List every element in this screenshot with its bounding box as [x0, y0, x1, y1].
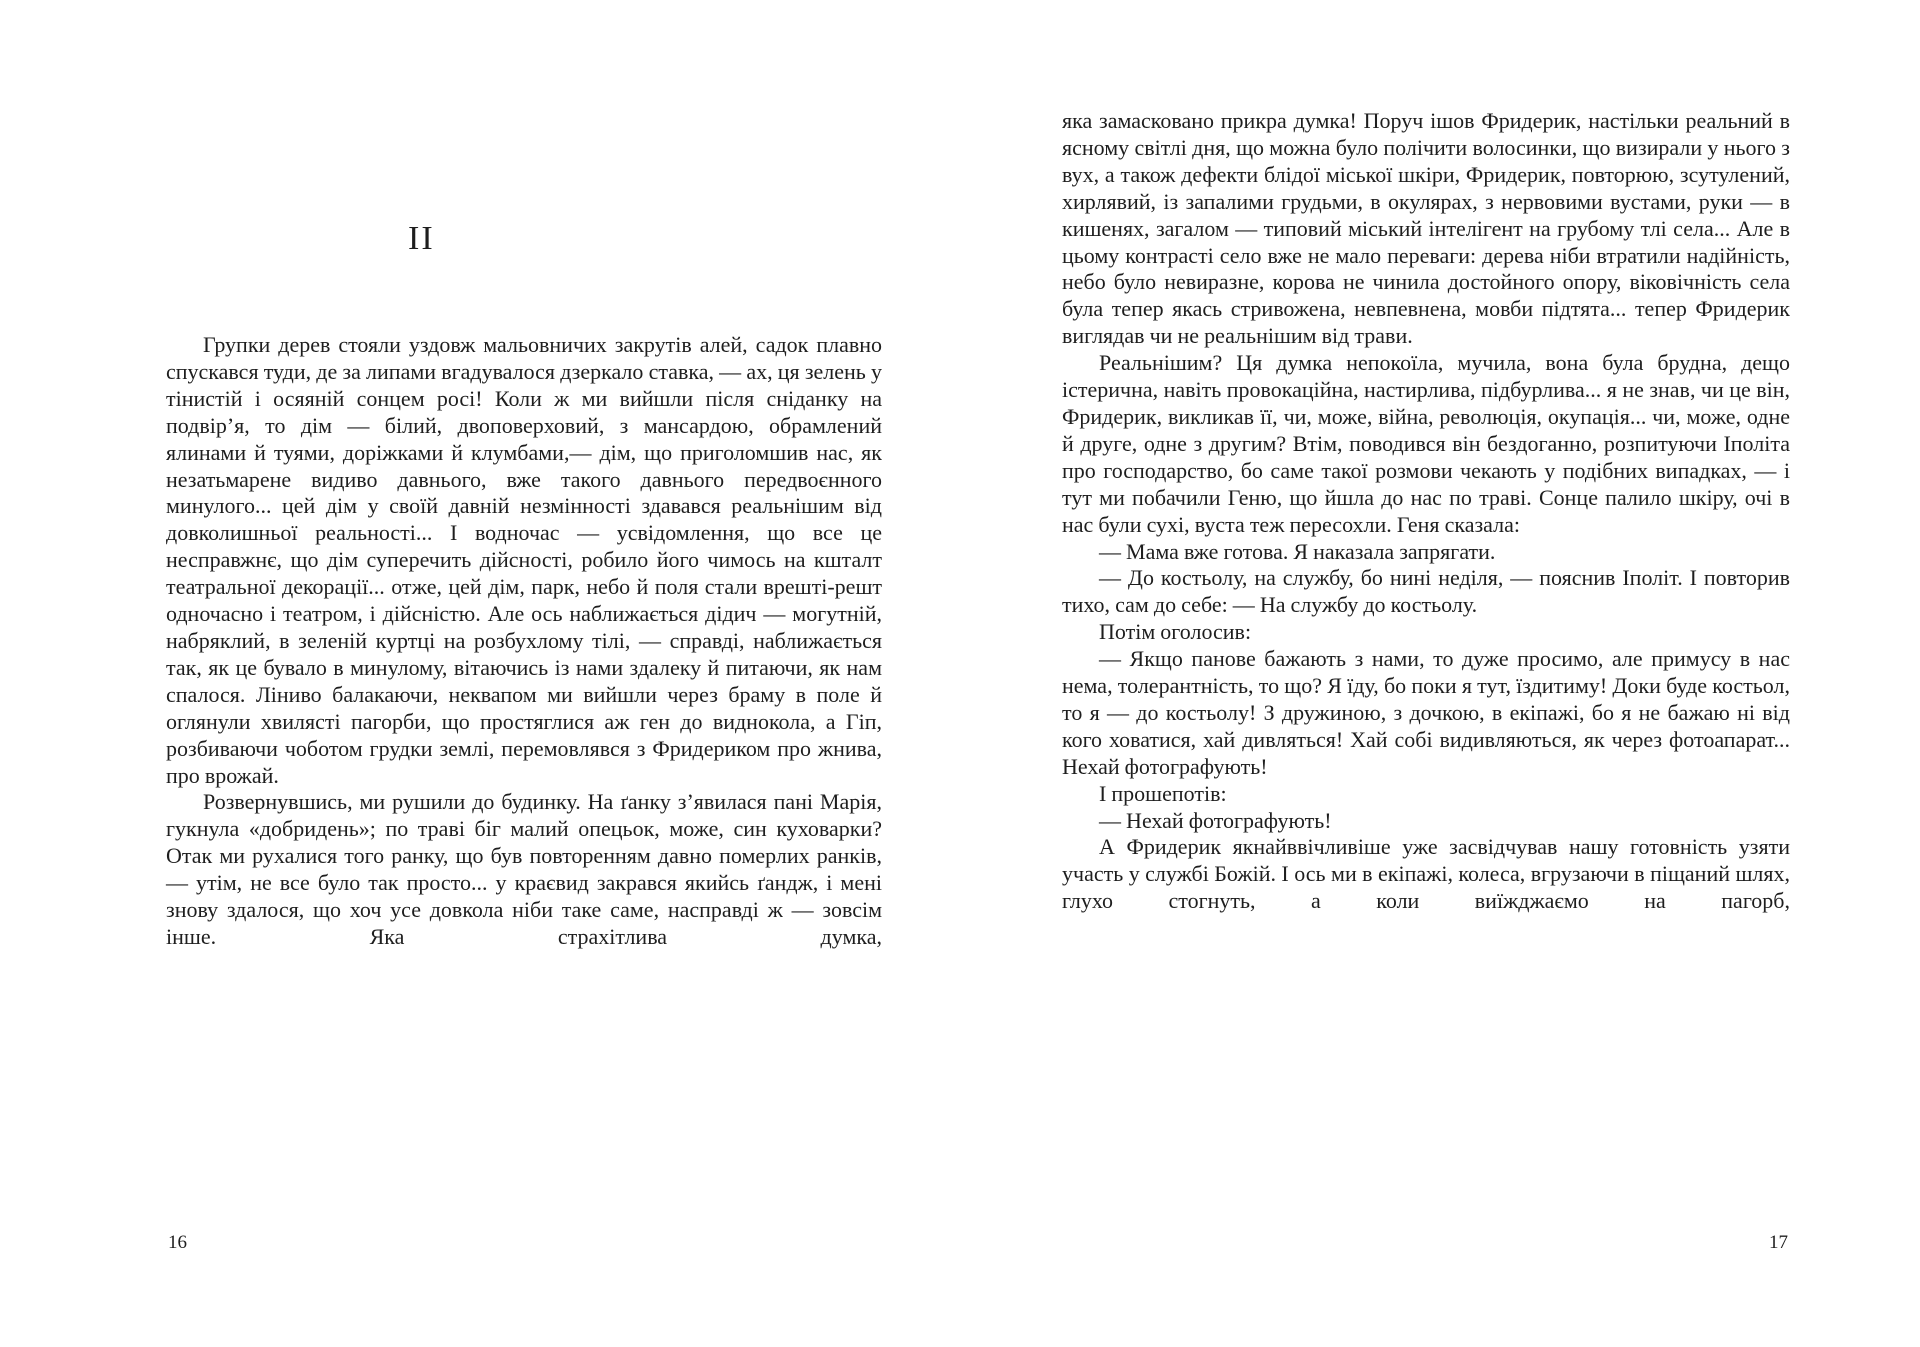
- page-number-right: 17: [1769, 1232, 1788, 1253]
- paragraph: Потім оголосив:: [1099, 619, 1252, 645]
- paragraph: — Якщо панове бажають з нами, то дуже просимо, але примусу в нас нема, толерантність, то що? Я їду, бо поки я тут, їздитиму! Доки буде костьол, то я — до костьолу! З дружиною, з дочкою, в екіпажі, бо я не бажаю ні від кого ховатися, хай дивляться! Хай собі видивляються, як через фотоапарат... Нехай фотографують!: [1062, 646, 1790, 779]
- page-right: [1062, 0, 1790, 1347]
- paragraph: Розвернувшись, ми рушили до будинку. На ґанку з’явилася пані Марія, гукнула «добридень»; по траві біг малий опецьок, може, син куховарки? Отак ми рухалися того ранку, що був повторенням давно померлих ранків, — утім, не все було так просто... у краєвид закрався якийсь ґандж, і мені знову здалося, що хоч усе довкола ніби таке саме, насправді ж — зовсім інше. Яка страхітлива думка,: [166, 789, 882, 949]
- page-number-left: 16: [168, 1232, 187, 1253]
- page-left: [166, 0, 882, 1347]
- paragraph: яка замасковано прикра думка! Поруч ішов Фридерик, настільки реальний в ясному світлі дня, що можна було полічити волосинки, що визирали у нього з вух, а також дефекти блідої міської шкіри, Фридерик, повторюю, зсутулений, хирлявий, із запалими грудьми, в окулярах, з нервовими вустами, руки — в кишенях, загалом — типовий міський інтелігент на грубому тлі села... Але в цьому контрасті село вже не мало переваги: дерева ніби втратили надійність, небо було невиразне, корова не чинила достойного опору, віковічність села була тепер якась стривожена, невпевнена, мовби підтята... тепер Фридерик виглядав чи не реальнішим від трави.: [1062, 108, 1790, 349]
- paragraph: А Фридерик якнайввічливіше уже засвідчував нашу готовність узяти участь у службі Божій. І ось ми в екіпажі, колеса, вгрузаючи в піщаний шлях, глухо стогнуть, а коли виїжджаємо на пагорб,: [1062, 834, 1790, 914]
- paragraph: — До костьолу, на службу, бо нині неділя, — пояснив Іполіт. І повторив тихо, сам до себе: — На службу до костьолу.: [1062, 565, 1790, 618]
- left-text-block: [166, 332, 882, 951]
- paragraph: Реальнішим? Ця думка непокоїла, мучила, вона була брудна, дещо істерична, навіть провокаційна, настирлива, підбурлива... я не знав, чи це він, Фридерик, викликав її, чи, може, війна, революція, окупація... чи, може, одне й друге, одне з другим? Втім, поводився він бездоганно, розпитуючи Іполіта про господарство, бо саме такої розмови чекають у подібних випадках, — і тут ми побачили Геню, що йшла до нас по траві. Сонце палило шкіру, очі в нас були сухі, вуста теж пересохли. Геня сказала:: [1062, 350, 1790, 537]
- right-text-block: [1062, 108, 1790, 915]
- paragraph: Групки дерев стояли уздовж мальовничих закрутів алей, садок плавно спускався туди, де за липами вгадувалося дзеркало ставка, — ах, ця зелень у тінистій і осяяній сонцем росі! Коли ж ми вийшли після сніданку на подвір’я, то дім — білий, двоповерховий, з мансардою, обрамлений ялинами й туями, доріжками й клумбами,— дім, що приголомшив нас, як незатьмарене видиво давнього, вже такого давнього передвоєнного минулого... цей дім у своїй давній незмінності здавався реальнішим від довколишньої реальності... І водночас — усвідомлення, що все це несправжнє, що дім суперечить дійсності, робило його чимось на кшталт театральної декорації... отже, цей дім, парк, небо й поля стали врешті-решт одночасно і театром, і дійсністю. Але ось наближається дідич — могутній, набряклий, в зеленій куртці на розбухлому тілі, — справді, наближається так, як це бувало в минулому, вітаючись із нами здалеку й питаючи, як нам спалося. Ліниво балакаючи, неквапом ми вийшли через браму в поле й оглянули хвилясті пагорби, що простяглися аж ген до виднокола, а Гіп, розбиваючи чоботом грудки землі, перемовлявся з Фридериком про жнива, про врожай.: [166, 332, 882, 788]
- paragraph: І прошепотів:: [1099, 780, 1227, 806]
- paragraph: — Мама вже готова. Я наказала запрягати.: [1099, 538, 1496, 564]
- chapter-heading: II: [408, 220, 435, 257]
- paragraph: — Нехай фотографують!: [1099, 807, 1332, 833]
